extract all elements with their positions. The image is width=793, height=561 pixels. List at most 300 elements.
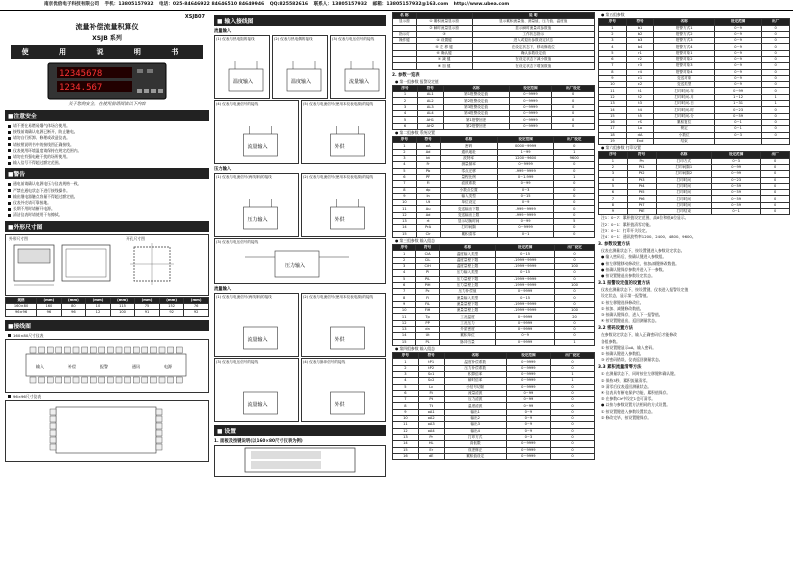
table-cell: 76 bbox=[184, 303, 209, 309]
table-cell: 0 bbox=[550, 447, 594, 453]
table-cell: 0~9999 bbox=[506, 378, 550, 384]
table-cell: 累积复位 bbox=[654, 119, 715, 125]
table-cell: ⑧ 加 键 bbox=[416, 63, 472, 69]
table-cell: 0 bbox=[762, 82, 790, 88]
table-cell: 0~9 bbox=[714, 82, 761, 88]
column-header: 名称 bbox=[654, 19, 715, 25]
terminal bbox=[156, 444, 162, 450]
table-cell: 0 bbox=[554, 193, 595, 199]
param-title: 2. 参数一览表 bbox=[392, 72, 420, 78]
column-header: 序号 bbox=[393, 245, 416, 251]
wiring-box-caption: (3) 仪表与电压信号的接线 bbox=[332, 37, 375, 41]
terminal bbox=[168, 377, 174, 383]
method-paragraph: ● 按确认键保存参数并进入下一参数。 bbox=[601, 266, 667, 272]
table-cell: 0~9 bbox=[497, 200, 554, 206]
table-cell: 0 bbox=[552, 117, 595, 123]
bullet-icon bbox=[8, 183, 11, 186]
dimensions-title: ■外形尺寸图 bbox=[5, 221, 209, 232]
column-header: 符号 bbox=[417, 85, 443, 91]
wiring-box bbox=[214, 100, 299, 164]
safety-item: 仪表使用环境温度请保持在规定范围内。 bbox=[8, 148, 209, 153]
table-cell: 0~59 bbox=[712, 183, 761, 189]
table-cell: 温度输入类型 bbox=[439, 251, 495, 257]
table-cell: 0 bbox=[762, 25, 790, 31]
table-cell: t5 bbox=[626, 113, 654, 119]
terminal bbox=[133, 377, 139, 383]
table-cell: 0 bbox=[762, 113, 790, 119]
safety-item: 请勿自行拆卸、修理或改造仪表。 bbox=[8, 135, 209, 140]
table-cell: 0 bbox=[762, 44, 790, 50]
table-cell: 6 bbox=[393, 174, 417, 180]
terminal bbox=[47, 347, 53, 353]
table-cell: 1 bbox=[554, 149, 595, 155]
table-cell: dA bbox=[626, 132, 654, 138]
column-header: 设定范围 bbox=[506, 353, 550, 359]
table-cell: Pt1 bbox=[627, 164, 656, 170]
table-cell: t2 bbox=[626, 94, 654, 100]
terminal bbox=[30, 347, 36, 353]
table-cell: 0~99 bbox=[506, 397, 550, 403]
column-settings bbox=[598, 12, 790, 558]
table-cell: 0~9 bbox=[714, 50, 761, 56]
wiring-box-text: 外供 bbox=[334, 402, 345, 408]
table-cell: 0 bbox=[554, 212, 595, 218]
table-cell: 4 bbox=[599, 177, 628, 183]
bullet-icon bbox=[8, 202, 11, 205]
table-cell: Tt bbox=[418, 403, 444, 409]
table-cell: 报警方式1 bbox=[654, 25, 715, 31]
table-cell: Ut bbox=[416, 333, 439, 339]
column-header: 符号 bbox=[416, 137, 440, 143]
wiring-box-text: 流量输入 bbox=[247, 402, 268, 408]
table-cell: 报警方式2 bbox=[654, 31, 715, 37]
password-setting-step: ① 按设置键显示oA，输入密码。 bbox=[601, 344, 657, 350]
wiring-fig2-label: 96×96尺寸仪表 bbox=[8, 394, 209, 399]
table-cell: 115 bbox=[110, 303, 135, 309]
setting-method-title: 3. 参数设置方法 bbox=[598, 242, 630, 248]
table-cell: 1~12 bbox=[714, 94, 761, 100]
bullet-icon bbox=[8, 143, 11, 146]
table-cell: 0 bbox=[761, 177, 790, 183]
table-cell: 14 bbox=[393, 333, 416, 339]
table-cell: 打印时间 bbox=[656, 183, 712, 189]
terminal bbox=[99, 377, 105, 383]
group1-title: ● 第一组参数 报警设定值 bbox=[395, 78, 439, 84]
table-cell: 14 bbox=[393, 441, 419, 447]
column-header: 设定范围 bbox=[509, 85, 552, 91]
total-clear-step: ② 修改完毕，按设置键保存。 bbox=[601, 414, 652, 420]
wiring-box-caption: (2) 仪表与电流信号(使用本仪表电源)的接线 bbox=[303, 295, 374, 299]
table-cell: 12 bbox=[393, 212, 417, 218]
table-cell: 0 bbox=[555, 301, 595, 307]
total-clear-step: ④ 仪表具有断电保护功能，累积值保存。 bbox=[601, 389, 671, 395]
safety-slogan: 关于您的安全，在使用前请阅读以下内容 bbox=[68, 102, 146, 107]
table-cell: 0~9 bbox=[506, 409, 550, 415]
table-cell: 压力滤波 bbox=[444, 397, 506, 403]
svg-text:压力输入: 压力输入 bbox=[285, 263, 306, 269]
column-header: 序号 bbox=[393, 137, 417, 143]
outline-label: 外形尺寸图 bbox=[9, 235, 28, 241]
table-cell: 100 bbox=[110, 310, 135, 316]
table-cell: 显示窗 bbox=[393, 19, 417, 25]
table-cell: 0 bbox=[555, 320, 595, 326]
model-number: XSJB07 bbox=[184, 14, 205, 20]
table-cell: 打印时间-年 bbox=[654, 88, 715, 94]
table-cell: 5 bbox=[599, 50, 627, 56]
table-cell: 0~59 bbox=[712, 190, 761, 196]
table-cell: 13 bbox=[393, 326, 416, 332]
table-cell: 1 bbox=[762, 94, 790, 100]
table-cell: 1 bbox=[393, 92, 418, 98]
table-cell: 0 bbox=[550, 397, 594, 403]
table-cell: 小数位 bbox=[654, 132, 715, 138]
table-cell: 1 bbox=[393, 251, 416, 257]
front-panel-drawing bbox=[214, 445, 386, 477]
wiring-box-caption: (2) 仪表与电流信号(使用本仪表电源)的接线 bbox=[303, 175, 374, 179]
table-cell: 1 bbox=[393, 143, 417, 149]
table-cell: 6 bbox=[393, 123, 418, 129]
table-cell: 量程比例 bbox=[440, 174, 497, 180]
table-cell: 变送对象 bbox=[654, 75, 715, 81]
table-cell: 第2报警回差 bbox=[443, 123, 509, 129]
table-cell: 结束 bbox=[654, 138, 715, 144]
column-header: (mm) bbox=[37, 297, 62, 303]
table-cell: 0~9999 bbox=[509, 111, 552, 117]
table-cell: 流量量程下限 bbox=[439, 301, 495, 307]
wiring-box-text: 外供 bbox=[334, 337, 345, 343]
company-name: 南京优倍电子科技有限公司 bbox=[44, 2, 100, 7]
table-cell: AL2 bbox=[417, 98, 443, 104]
table-cell: 0~15 bbox=[496, 270, 555, 276]
table-cell: 10 bbox=[393, 416, 419, 422]
table-cell: 15 bbox=[393, 231, 417, 237]
terminal bbox=[56, 377, 62, 383]
table-cell: Pc bbox=[416, 289, 439, 295]
terminal bbox=[176, 347, 182, 353]
table-cell: 0~15 bbox=[496, 251, 555, 257]
terminal bbox=[50, 416, 56, 422]
website[interactable]: http://www.ubea.com bbox=[453, 2, 510, 7]
table-cell: 4 bbox=[393, 162, 417, 168]
wiring-box bbox=[214, 35, 270, 99]
table-cell: 1 bbox=[550, 378, 594, 384]
table-cell: r3 bbox=[626, 63, 654, 69]
table-cell: 1~31 bbox=[714, 101, 761, 107]
table-cell: -1999~9999 bbox=[496, 308, 555, 314]
table-cell: 0 bbox=[550, 403, 594, 409]
group6-title: ● 第六组参数 打印设置 bbox=[601, 145, 641, 151]
mobile: 手机：13805157932 bbox=[104, 2, 154, 7]
table-cell: 0 bbox=[550, 428, 594, 434]
total-clear-step: ① 在测量状态下，同时按住左移键和确认键。 bbox=[601, 371, 678, 377]
column-header: 序号 bbox=[393, 85, 418, 91]
total-clear-step: ① 按设置键进入参数设置状态。 bbox=[601, 408, 655, 414]
terminal bbox=[82, 377, 88, 383]
table-cell: 0~9999 bbox=[496, 339, 555, 345]
wiring-box-caption: (4) 仪表与电流信号的接线 bbox=[216, 102, 259, 106]
table-row bbox=[6, 310, 209, 316]
table-cell: -1999~9999 bbox=[496, 282, 555, 288]
table-cell: 0~99 bbox=[714, 88, 761, 94]
table-cell: 0 bbox=[762, 50, 790, 56]
bullet-icon bbox=[8, 149, 11, 152]
table-cell: Ut bbox=[416, 200, 440, 206]
table-cell: bt bbox=[416, 156, 440, 162]
column-header: 符号 bbox=[627, 152, 656, 158]
terminal bbox=[150, 377, 156, 383]
table-cell: Pt5 bbox=[627, 190, 656, 196]
table-cell: 92 bbox=[184, 310, 209, 316]
table-cell: 0 bbox=[762, 132, 790, 138]
table-cell: Pn bbox=[627, 158, 656, 164]
table-cell: 16 bbox=[599, 119, 627, 125]
terminal bbox=[156, 430, 162, 436]
warning-item: 长期不用时请断开电源。 bbox=[8, 206, 209, 211]
table-cell: Pt4 bbox=[627, 183, 656, 189]
column-header: 说 明 bbox=[472, 13, 594, 19]
table-cell: 1 bbox=[599, 25, 627, 31]
table-cell: r2 bbox=[626, 56, 654, 62]
table-cell: PF bbox=[416, 174, 440, 180]
table-cell: 0 bbox=[761, 164, 790, 170]
table-cell: Pt bbox=[418, 397, 444, 403]
table-cell: 0~1 bbox=[714, 126, 761, 132]
table-cell: PP bbox=[416, 320, 439, 326]
wiring-box-text: 流量输入 bbox=[247, 337, 268, 343]
terminal bbox=[150, 347, 156, 353]
table-cell: 压力补偿值 bbox=[439, 289, 495, 295]
table-cell: 温度补偿系数 bbox=[444, 359, 506, 365]
table-cell: 0~9999 bbox=[496, 326, 555, 332]
total-clear-step: ⑤ 在参数Clr中设定1也可清零。 bbox=[601, 396, 656, 402]
table-row bbox=[393, 63, 595, 69]
table-cell: 7 bbox=[599, 196, 628, 202]
table-cell: 0 bbox=[762, 126, 790, 132]
wiring-box bbox=[214, 173, 299, 237]
table-cell: 0~9999 bbox=[506, 453, 550, 459]
table-cell: 92 bbox=[159, 310, 184, 316]
terminal bbox=[50, 444, 56, 450]
table-cell: 指示灯 bbox=[393, 31, 417, 37]
group6-table bbox=[598, 151, 790, 215]
safety-title: ■注意安全 bbox=[5, 110, 209, 121]
table-cell: 0~9 bbox=[714, 56, 761, 62]
column-header: 序号 bbox=[393, 353, 419, 359]
table-cell: 100 bbox=[555, 308, 595, 314]
table-cell: Pt2 bbox=[627, 171, 656, 177]
flow-input-label: 流量输入 bbox=[214, 29, 232, 34]
column-header: 出厂 bbox=[762, 19, 790, 25]
table-cell: 0~9999 bbox=[506, 447, 550, 453]
terminal bbox=[64, 377, 70, 383]
table-cell: Pt7 bbox=[627, 202, 656, 208]
table-cell: 在设定状态下增加数值 bbox=[472, 63, 594, 69]
column-header: (mm) bbox=[110, 297, 135, 303]
table-cell: 0 bbox=[762, 69, 790, 75]
table-cell: 压力输入类型 bbox=[439, 270, 495, 276]
terminal-label: 报警 bbox=[100, 363, 108, 369]
column-header: 名称 bbox=[440, 137, 497, 143]
table-cell: 100 bbox=[555, 282, 595, 288]
table-cell: 1 bbox=[762, 101, 790, 107]
table-cell: 0~59 bbox=[714, 113, 761, 119]
table-cell: dn bbox=[416, 326, 439, 332]
table-cell: 打印时间-分 bbox=[654, 113, 715, 119]
table-cell: 5 bbox=[599, 183, 628, 189]
table-cell: ⑥ 确认键 bbox=[416, 50, 472, 56]
safety-item: 请按照说明书中的接线图正确接线。 bbox=[8, 142, 209, 147]
wiring-box-text: 外供 bbox=[334, 144, 345, 150]
table-cell: 0 bbox=[554, 225, 595, 231]
table-cell: 0 bbox=[555, 333, 595, 339]
table-cell: Au bbox=[416, 206, 440, 212]
table-cell: 0 bbox=[550, 384, 594, 390]
table-cell: 0 bbox=[762, 38, 790, 44]
table-cell: 输出3 bbox=[444, 422, 506, 428]
table-cell: 7 bbox=[393, 289, 416, 295]
wiring-box-caption: (3) 仪表与电压信号的接线 bbox=[216, 360, 259, 364]
bullet-icon bbox=[8, 125, 11, 128]
column-header: 名称 bbox=[439, 245, 495, 251]
table-cell: 0 bbox=[554, 200, 595, 206]
table-cell: 0~9999 bbox=[509, 123, 552, 129]
table-cell: 报警方式3 bbox=[654, 38, 715, 44]
wiring-box-text: 压力输入 bbox=[247, 217, 268, 223]
table-cell: 0 bbox=[550, 416, 594, 422]
group3-title: ● 第三组参数 输入组态 bbox=[395, 237, 435, 243]
terminal bbox=[50, 423, 56, 429]
table-cell: 报警对象3 bbox=[654, 63, 715, 69]
wiring-box-text: 外供 bbox=[334, 217, 345, 223]
table-cell: 0~9999 bbox=[506, 359, 550, 365]
table-cell: 0 bbox=[554, 231, 595, 237]
column-header: (mm) bbox=[135, 297, 160, 303]
table-cell: 1200~9600 bbox=[497, 156, 554, 162]
password-setting-step: ② 按确认键进入参数组。 bbox=[601, 350, 644, 356]
table-cell: 0~15 bbox=[497, 193, 554, 199]
table-cell: dE bbox=[418, 453, 444, 459]
table-cell: 1 bbox=[599, 158, 628, 164]
table-cell: 操作键 bbox=[393, 38, 417, 44]
table-cell: 2 bbox=[393, 149, 417, 155]
table-cell: 打印间隔1 bbox=[656, 164, 712, 170]
wiring-box-text: 流量输入 bbox=[349, 79, 370, 85]
table-cell: 75 bbox=[135, 303, 160, 309]
table-cell: 在设定状态下，移动修改位 bbox=[472, 44, 594, 50]
table-cell: 0~23 bbox=[712, 177, 761, 183]
table-cell: 11 bbox=[393, 422, 419, 428]
table-cell: 160 bbox=[37, 303, 62, 309]
table-cell: 1 bbox=[393, 359, 419, 365]
column-header: 出厂 bbox=[761, 152, 790, 158]
table-cell: 打印时间-时 bbox=[654, 107, 715, 113]
pressure-voltage-box: (3) 仪表与电压信号的接线 压力输入 bbox=[214, 238, 386, 284]
table-cell: 显示瞬时流量或参数值 bbox=[472, 25, 594, 31]
panel-keys-title: 1. 面板及按键说明(以160×80尺寸仪表为例) bbox=[214, 439, 303, 444]
table-cell: 压力补偿系数 bbox=[444, 365, 506, 371]
table-cell: r1 bbox=[626, 50, 654, 56]
table-cell: Ad bbox=[416, 149, 440, 155]
table-cell: Pt6 bbox=[627, 196, 656, 202]
table-cell: 9600 bbox=[554, 156, 595, 162]
table-cell: c2 bbox=[626, 82, 654, 88]
table-cell: 8 bbox=[599, 69, 627, 75]
table-cell: b1 bbox=[626, 25, 654, 31]
table-cell: 0~3 bbox=[714, 132, 761, 138]
table-cell: 15 bbox=[599, 113, 627, 119]
table-cell: 0~9999 bbox=[506, 365, 550, 371]
table-cell: 0~9 bbox=[714, 31, 761, 37]
table-cell: 0000~9999 bbox=[497, 143, 554, 149]
table-cell: 0~9999 bbox=[509, 98, 552, 104]
table-cell: oA3 bbox=[418, 422, 444, 428]
table-cell: Lc bbox=[418, 384, 444, 390]
group1-table bbox=[392, 85, 595, 130]
table-cell: 17 bbox=[599, 126, 627, 132]
table-cell: PiL bbox=[416, 276, 439, 282]
terminal bbox=[176, 377, 182, 383]
terminal bbox=[56, 347, 62, 353]
table-cell: 0~3 bbox=[506, 434, 550, 440]
table-cell: 0~9 bbox=[714, 63, 761, 69]
table-cell: 9 bbox=[393, 409, 419, 415]
column-header: (mm) bbox=[184, 297, 209, 303]
column-cover bbox=[5, 12, 209, 558]
column-header: 出厂设定 bbox=[554, 137, 595, 143]
table-cell: 流量滤波 bbox=[444, 390, 506, 396]
total-clear-title: 3.3 累积流量清零方法 bbox=[598, 365, 642, 371]
email: 邮箱：13805157932@163.com bbox=[372, 2, 449, 7]
terminal bbox=[168, 347, 174, 353]
table-cell: ⑤ 左 移 键 bbox=[416, 44, 472, 50]
table-cell: 5 bbox=[393, 276, 416, 282]
table-cell: 打印时间 bbox=[656, 196, 712, 202]
product-series: XSJB 系列 bbox=[92, 35, 122, 42]
table-cell: 6 bbox=[599, 190, 628, 196]
bullet-icon bbox=[8, 214, 11, 217]
terminal-label: 输入 bbox=[36, 363, 44, 369]
table-cell: 输入类型 bbox=[440, 193, 497, 199]
table-cell: 2 bbox=[393, 257, 416, 263]
column-header: 符号 bbox=[416, 245, 439, 251]
table-cell: 0 bbox=[550, 434, 594, 440]
column-header: 名称 bbox=[656, 152, 712, 158]
table-cell: 第1报警回差 bbox=[443, 117, 509, 123]
alarm-setting-step: ④ 按设置键退出，返回测量状态。 bbox=[601, 318, 659, 324]
table-cell: Ft bbox=[418, 390, 444, 396]
table-cell: 96×96 bbox=[6, 310, 37, 316]
table-cell: PrA bbox=[416, 225, 440, 231]
terminal bbox=[125, 377, 131, 383]
wiring-box bbox=[272, 35, 328, 99]
terminal bbox=[159, 377, 165, 383]
column-header: 规格 bbox=[6, 297, 37, 303]
warning-item: 仪表外壳请可靠接地。 bbox=[8, 200, 209, 205]
table-cell: 0~9999 bbox=[497, 225, 554, 231]
warning-item: 通电前请确认电源电压与仪表规格一致。 bbox=[8, 181, 209, 186]
table-cell: Sc1 bbox=[418, 371, 444, 377]
table-cell: 0 bbox=[555, 326, 595, 332]
wiring-box-caption: (4) 仪表与脉冲信号的接线 bbox=[303, 360, 346, 364]
manual-banner: 使 用 说 明 书 bbox=[11, 45, 203, 59]
terminal bbox=[99, 347, 105, 353]
table-cell: 0 bbox=[762, 107, 790, 113]
table-cell: 2 bbox=[393, 365, 419, 371]
terminal bbox=[142, 377, 148, 383]
table-cell: 0~9 bbox=[506, 416, 550, 422]
wiring-box bbox=[301, 173, 386, 237]
table-cell: 变送输出上限 bbox=[440, 212, 497, 218]
